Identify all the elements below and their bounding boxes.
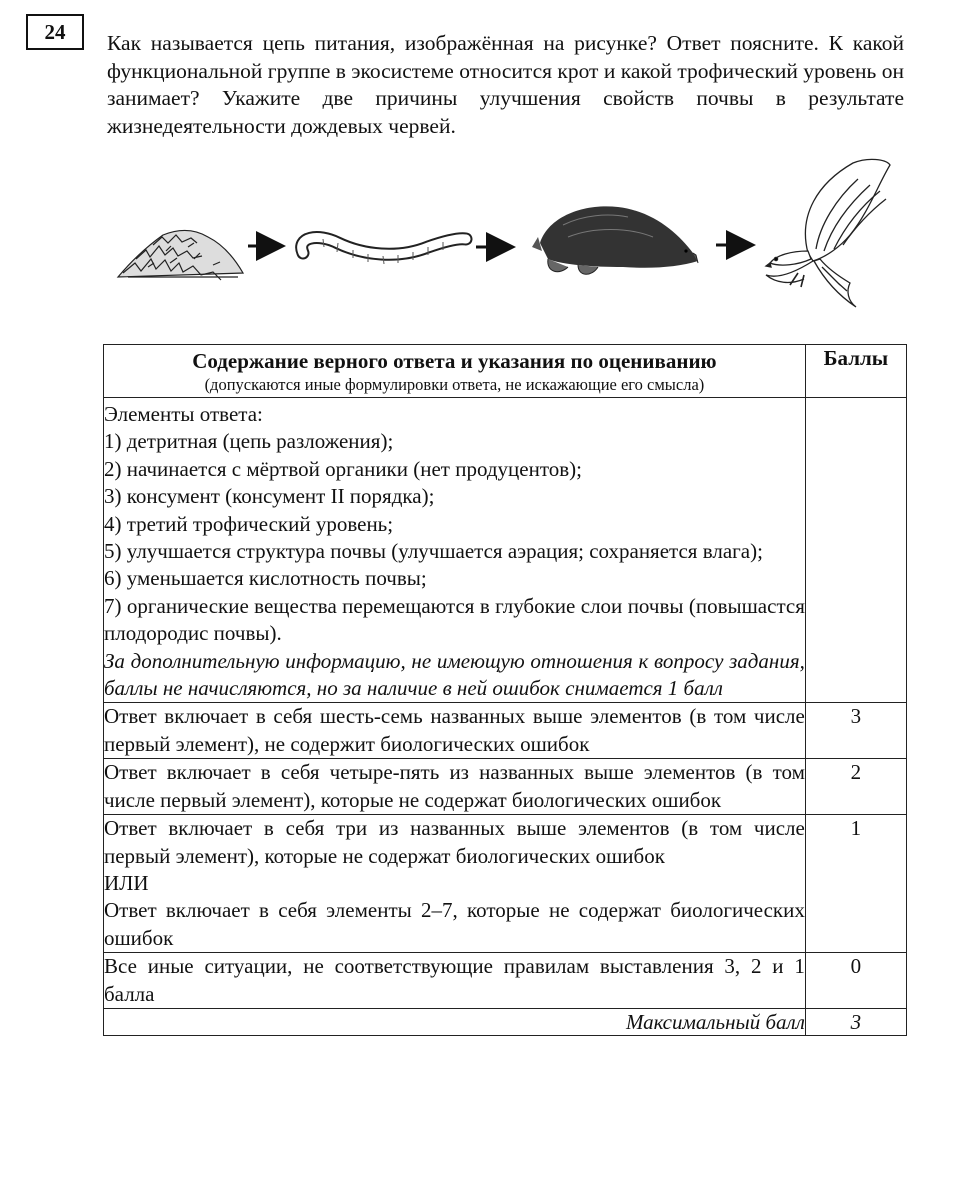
max-score-row — [104, 1008, 907, 1035]
answer-elements-row — [104, 398, 907, 703]
score-points: 1 — [805, 815, 906, 953]
header-main: Содержание верного ответа и указания по оцениванию — [192, 349, 717, 373]
max-score-value: 3 — [805, 1008, 906, 1035]
score-criterion: Ответ включает в себя четыре-пять из названных выше элементов (в том числе первый элемент), которые не содержат биологических ошибок — [104, 759, 806, 815]
score-criterion-cell — [104, 815, 806, 953]
answer-elements-cell — [104, 398, 806, 703]
earthworm-icon — [302, 238, 466, 264]
empty-points-cell — [805, 398, 906, 703]
task-question: Как называется цепь питания, изображённая на рисунке? Ответ поясните. К какой функциональной группе в экосистеме относится крот и какой трофический уровень он занимает? Укажите две причины улучшения свойств почвы в результате жизнедеятельности дождевых червей. — [107, 31, 904, 138]
score-row — [104, 759, 907, 815]
header-note: (допускаются иные формулировки ответа, не искажающие его смысла) — [204, 375, 705, 394]
elements-note: За дополнительную информацию, не имеющую отношения к вопросу задания, баллы не начисляются, но за наличие в ней ошибок снимается 1 балл — [104, 648, 805, 701]
score-points: 3 — [805, 703, 906, 759]
element-item: 1) детритная (цепь разложения); — [104, 429, 394, 454]
score-points: 2 — [805, 759, 906, 815]
table-header-row — [104, 345, 907, 398]
element-item: 5) улучшается структура почвы (улучшается аэрация; сохраняется влага); — [104, 539, 763, 564]
header-content-cell — [104, 345, 806, 398]
score-criterion: Все иные ситуации, не соответствующие правилам выставления 3, 2 и 1 балла — [104, 953, 806, 1009]
score-row — [104, 815, 907, 953]
food-chain-illustration — [108, 155, 908, 320]
score-row — [104, 953, 907, 1009]
or-label: ИЛИ — [104, 870, 149, 895]
score-row — [104, 703, 907, 759]
hawk-icon — [766, 159, 890, 307]
grading-table — [103, 344, 907, 1036]
max-score-label: Максимальный балл — [104, 1008, 806, 1035]
mole-icon — [532, 206, 698, 274]
element-item: 2) начинается с мёртвой органики (нет продуцентов); — [104, 456, 582, 481]
score-criterion: Ответ включает в себя три из названных выше элементов (в том числе первый элемент), которые не содержат биологических ошибок — [104, 816, 805, 868]
element-item: 3) консумент (консумент II порядка); — [104, 484, 435, 509]
element-item: 6) уменьшается кислотность почвы; — [104, 566, 427, 591]
leaf-litter-icon — [118, 230, 243, 280]
task-number-box — [26, 14, 84, 50]
score-criterion-alt: Ответ включает в себя элементы 2–7, которые не содержат биологических ошибок — [104, 898, 805, 950]
score-criterion: Ответ включает в себя шесть-семь названных выше элементов (в том числе первый элемент), не содержит биологических ошибок — [104, 703, 806, 759]
task-number: 24 — [44, 20, 66, 44]
score-points: 0 — [805, 953, 906, 1009]
element-item: 4) третий трофический уровень; — [104, 511, 394, 536]
element-item: 7) органические вещества перемещаются в глубокие слои почвы (повышастся плодородис почвы). — [104, 593, 805, 646]
elements-title: Элементы ответа: — [104, 402, 263, 426]
header-points: Баллы — [805, 345, 906, 398]
